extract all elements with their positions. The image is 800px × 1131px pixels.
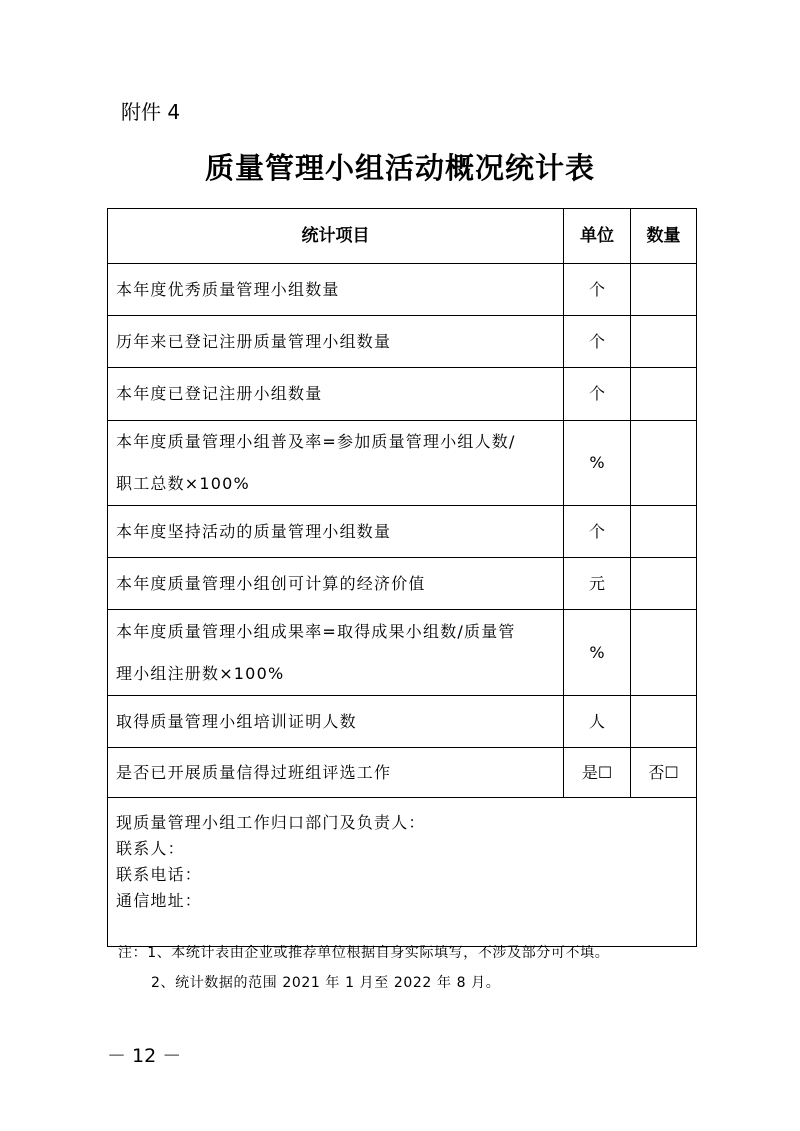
table-row	[108, 421, 697, 506]
no-checkbox[interactable]: 否☐	[631, 748, 697, 798]
header-unit: 单位	[564, 209, 631, 264]
page-number: － 12 －	[107, 1045, 182, 1067]
contact-row	[108, 798, 697, 947]
contact-info-cell[interactable]	[108, 798, 697, 947]
yes-checkbox[interactable]: 是☐	[564, 748, 631, 798]
row-quantity-field[interactable]	[631, 696, 697, 748]
address-label: 通信地址：	[116, 891, 203, 910]
row-unit: 个	[564, 264, 631, 316]
attachment-label: 附件 4	[121, 100, 181, 124]
row-item-line2: 职工总数×100%	[116, 474, 250, 493]
header-item: 统计项目	[108, 209, 564, 264]
row-quantity-field[interactable]	[631, 421, 697, 506]
header-quantity: 数量	[631, 209, 697, 264]
phone-label: 联系电话：	[116, 865, 203, 884]
contact-person-label: 联系人：	[116, 839, 185, 858]
row-item: 本年度已登记注册小组数量	[108, 368, 564, 421]
row-item: 本年度优秀质量管理小组数量	[108, 264, 564, 316]
row-unit: 个	[564, 368, 631, 421]
row-item: 本年度质量管理小组创可计算的经济价值	[108, 558, 564, 610]
row-quantity-field[interactable]	[631, 316, 697, 368]
row-item-line1: 本年度质量管理小组成果率=取得成果小组数/质量管	[116, 621, 516, 641]
row-quantity-field[interactable]	[631, 558, 697, 610]
row-unit: 个	[564, 506, 631, 558]
statistics-table	[107, 208, 697, 947]
row-item: 历年来已登记注册质量管理小组数量	[108, 316, 564, 368]
row-quantity-field[interactable]	[631, 610, 697, 696]
row-unit: 个	[564, 316, 631, 368]
row-quantity-field[interactable]	[631, 264, 697, 316]
table-row	[108, 264, 697, 316]
footnote-1: 注：1、本统计表由企业或推荐单位根据自身实际填写，不涉及部分可不填。	[118, 945, 610, 961]
row-item	[108, 421, 564, 506]
table-row	[108, 610, 697, 696]
row-unit: %	[564, 421, 631, 506]
table-row	[108, 748, 697, 798]
row-unit: 人	[564, 696, 631, 748]
row-quantity-field[interactable]	[631, 506, 697, 558]
row-unit: 元	[564, 558, 631, 610]
table-row	[108, 696, 697, 748]
row-item: 是否已开展质量信得过班组评选工作	[108, 748, 564, 798]
row-item: 本年度坚持活动的质量管理小组数量	[108, 506, 564, 558]
table-row	[108, 558, 697, 610]
page-title: 质量管理小组活动概况统计表	[204, 151, 595, 185]
row-item: 取得质量管理小组培训证明人数	[108, 696, 564, 748]
dept-label: 现质量管理小组工作归口部门及负责人：	[116, 813, 426, 832]
footnote-2: 2、统计数据的范围 2021 年 1 月至 2022 年 8 月。	[151, 975, 501, 991]
table-row	[108, 368, 697, 421]
table-row	[108, 316, 697, 368]
row-unit: %	[564, 610, 631, 696]
row-item	[108, 610, 564, 696]
row-quantity-field[interactable]	[631, 368, 697, 421]
row-item-line2: 理小组注册数×100%	[116, 663, 285, 683]
row-item-line1: 本年度质量管理小组普及率=参加质量管理小组人数/	[116, 432, 516, 451]
table-row	[108, 506, 697, 558]
table-header-row	[108, 209, 697, 264]
